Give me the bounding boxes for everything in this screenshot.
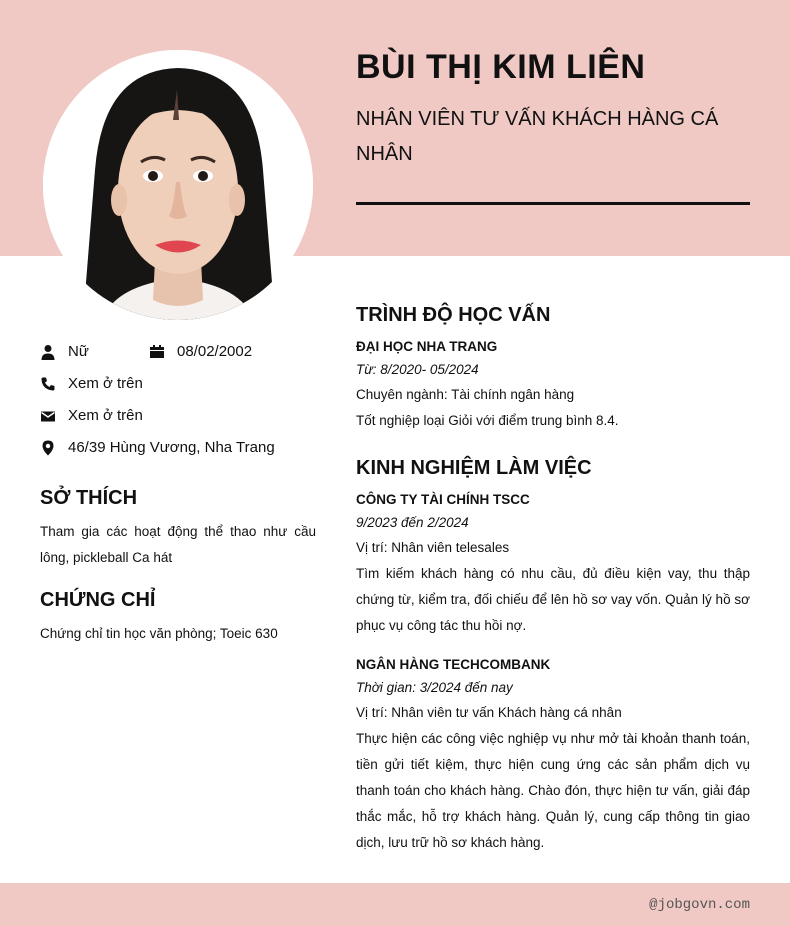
person-icon [40,344,56,360]
mail-icon [40,408,56,424]
job-2-description: Thực hiện các công việc nghiệp vụ như mở tài khoản thanh toán, tiền gửi tiết kiệm, thực hiện cung ứng các sản phẩm dịch vụ thanh toán cho khách hàng. Chào đón, thực hiện tư vấn, giải đáp thắc mắc, hỗ trợ khách hàng. Quản lý, cung cấp thông tin giao dịch, lưu trữ hồ sơ khách hàng. [356,731,750,850]
education-result: Tốt nghiệp loại Giỏi với điểm trung bình 8.4. [356,413,619,428]
education-school: ĐẠI HỌC NHA TRANG [356,339,498,354]
address-value: 46/39 Hùng Vương, Nha Trang [68,439,275,456]
footer-band [0,883,790,926]
certificates-text: Chứng chỉ tin học văn phòng; Toeic 630 [40,626,278,641]
birthdate-value: 08/02/2002 [177,343,253,360]
location-pin-icon [40,440,56,456]
education-period: Từ: 8/2020- 05/2024 [356,362,479,377]
contact-address [40,439,275,456]
footer-watermark: @jobgovn.com [649,897,750,913]
calendar-icon [149,344,165,360]
hobbies-text: Tham gia các hoạt động thể thao như cầu lông, pickleball Ca hát [40,524,316,565]
contact-gender [40,343,89,360]
candidate-name: BÙI THỊ KIM LIÊN [356,48,646,86]
contact-phone [40,375,143,392]
contact-email [40,407,143,424]
education-major: Chuyên ngành: Tài chính ngân hàng [356,387,575,402]
job-title: NHÂN VIÊN TƯ VẤN KHÁCH HÀNG CÁ NHÂN [356,108,719,165]
email-value: Xem ở trên [68,407,143,424]
title-divider [356,202,750,205]
phone-value: Xem ở trên [68,375,143,392]
hobbies-title: SỞ THÍCH [40,487,138,509]
job-2-position: Vị trí: Nhân viên tư vấn Khách hàng cá nhân [356,705,622,720]
job-1-period: 9/2023 đến 2/2024 [356,515,469,530]
gender-value: Nữ [68,343,89,360]
experience-title: KINH NGHIỆM LÀM VIỆC [356,457,592,479]
job-1-position: Vị trí: Nhân viên telesales [356,540,510,555]
contact-birthdate [149,343,252,360]
phone-icon [40,376,56,392]
profile-photo [43,50,313,320]
education-title: TRÌNH ĐỘ HỌC VẤN [356,304,551,326]
job-2-company: NGÂN HÀNG TECHCOMBANK [356,657,551,672]
job-1-description: Tìm kiếm khách hàng có nhu cầu, đủ điều kiện vay, thu thập chứng từ, kiểm tra, đối chiếu để lên hồ sơ vay vốn. Quản lý hồ sơ phục vụ công tác thu hồi nợ. [356,566,750,633]
job-1-company: CÔNG TY TÀI CHÍNH TSCC [356,492,530,507]
certificates-title: CHỨNG CHỈ [40,589,156,611]
job-2-period: Thời gian: 3/2024 đến nay [356,680,513,695]
